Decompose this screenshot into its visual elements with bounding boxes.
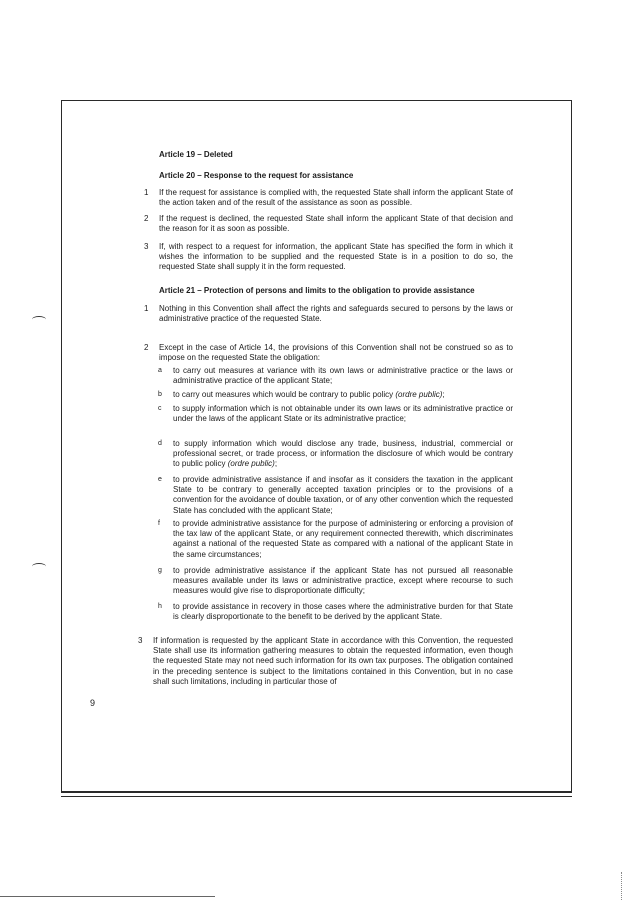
frame-double-line: [61, 796, 572, 797]
scan-edge-line: [0, 896, 215, 897]
item-b-text: to carry out measures which would be contrary to public policy (ordre public);: [173, 390, 445, 399]
item-e-text: to provide administrative assistance if and insofar as it considers the taxation in the applicant State to be contrary to generally accepted taxation principles or to the provisions of a convention for the avoidance of double taxation, or of any other convention which the requested State has concluded with the applicant State;: [173, 475, 513, 515]
art20-p2-number: 2: [144, 214, 149, 223]
item-h-text: to provide assistance in recovery in those cases where the administrative burden for that State is clearly disproportionate to the benefit to be derived by the applicant State.: [173, 602, 513, 622]
item-h-letter: h: [158, 603, 162, 610]
item-e-letter: e: [158, 476, 162, 483]
art21-p3-text: If information is requested by the applicant State in accordance with this Convention, the requested State shall use its information gathering measures to obtain the requested information, even though the requested State may not need such information for its own tax purposes. The obligation contained in the preceding sentence is subject to the limitations contained in this Convention, but in no case shall such limitations, including in particular those of: [153, 636, 513, 686]
item-a-text: to carry out measures at variance with its own laws or administrative practice or the laws or administrative practice of the applicant State;: [173, 366, 513, 386]
item-g-letter: g: [158, 567, 162, 574]
item-c-text: to supply information which is not obtainable under its own laws or its administrative practice or under the laws of the applicant State or its administrative practice;: [173, 404, 513, 424]
art20-p1-text: If the request for assistance is complied with, the requested State shall inform the applicant State of the action taken and of the result of the assistance as soon as possible.: [159, 188, 513, 208]
item-f-text: to provide administrative assistance for the purpose of administering or enforcing a provision of the tax law of the applicant State, or any requirement connected therewith, which discriminates against a national of the requested State as compared with a national of the applicant State in the same circumstances;: [173, 519, 513, 559]
art21-p1-text: Nothing in this Convention shall affect the rights and safeguards secured to persons by the laws or administrative practice of the requested State.: [159, 304, 513, 324]
art20-p3-text: If, with respect to a request for information, the applicant State has specified the form in which it wishes the information to be supplied and the requested State is in a position to do so, the requested State shall supply it in the form requested.: [159, 242, 513, 272]
art21-p1-number: 1: [144, 304, 149, 313]
art20-p2-text: If the request is declined, the requested State shall inform the applicant State of that decision and the reason for it as soon as possible.: [159, 214, 513, 234]
page-number: 9: [90, 698, 96, 708]
article-20-title: Article 20 – Response to the request for assistance: [159, 171, 354, 180]
art20-p1-number: 1: [144, 188, 149, 197]
article-19-title: Article 19 – Deleted: [159, 150, 233, 159]
article-21-title: Article 21 – Protection of persons and limits to the obligation to provide assistance: [159, 286, 475, 295]
item-b-letter: b: [158, 391, 162, 398]
item-a-letter: a: [158, 367, 162, 374]
art20-p3-number: 3: [144, 242, 149, 251]
art21-p2-number: 2: [144, 343, 149, 352]
item-d-text: to supply information which would disclose any trade, business, industrial, commercial or professional secret, or trade process, or information the disclosure of which would be contrary to public policy (ordre public);: [173, 439, 513, 469]
item-f-letter: f: [158, 520, 160, 527]
item-g-text: to provide administrative assistance if the applicant State has not pursued all reasonable measures available under its laws or administrative practice, except where recourse to such measures would give rise to disproportionate difficulty;: [173, 566, 513, 596]
item-c-letter: c: [158, 405, 162, 412]
punch-hole-mark-bottom: [32, 563, 46, 570]
punch-hole-mark-top: [32, 316, 46, 323]
scan-edge-dots: [621, 872, 623, 900]
art21-p2-text: Except in the case of Article 14, the provisions of this Convention shall not be construed so as to impose on the requested State the obligation:: [159, 343, 513, 363]
art21-p3-number: 3: [138, 636, 143, 645]
item-d-letter: d: [158, 440, 162, 447]
